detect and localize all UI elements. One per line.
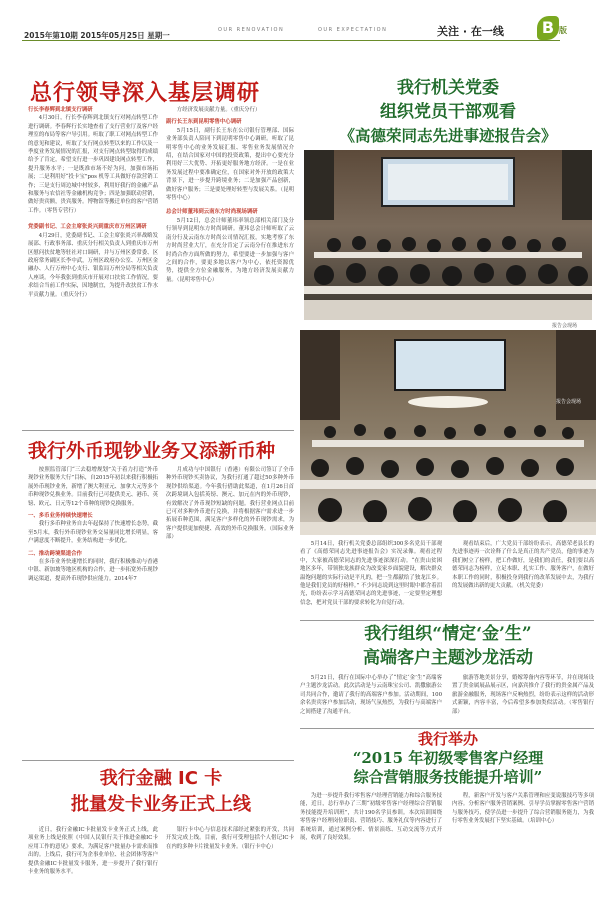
article1-subhead-2: 党委副书记、工会主席张炎兴到重庆市万州区调研: [28, 224, 147, 231]
divider-1: [22, 430, 294, 431]
article4-headline-line1: 我行组织“情定‘金’生”: [364, 624, 532, 644]
article4-headline-line2: 高端客户主题沙龙活动: [363, 648, 533, 668]
article4-paragraph-2: 旅游答地美景分享，婚嫁筹备内容等环节，并在现场设置了贵金属展品展示区，向嘉宾推介了我行的贵金属产品及旅游金融服务，现场客户反响热烈，纷纷表示这样的活动形式新颖，内容丰富，今后希望多参加类似活动。（零售银行部）: [452, 675, 594, 715]
article3-col1: [28, 466, 158, 756]
article1-subhead-4: 总会计师董玮到云南东方时尚现场调研: [166, 209, 258, 216]
article6-headline: [28, 766, 294, 818]
article6-paragraph-2: 银行卡中心与信息技术部经过紧张的开发，共同开发完成上线。目前，我行可受理包括个人借记IC卡在内的多种卡片批量发卡业务。（银行卡中心）: [166, 827, 294, 850]
article4-headline: [300, 622, 596, 670]
meeting-photo-1: [304, 150, 592, 320]
article2-headline-line2: 组织党员干部观看: [380, 102, 516, 122]
article3-subhead-2: 二、推动跨境渠道合作: [28, 550, 82, 557]
article6-paragraph-1: 近日，我行金融IC卡批量发卡业务正式上线，此项业务上线是依照《中国人民银行关于推进金融IC卡应用工作的意见》要求，为满足客户批量办卡需求而推出的。上线后，我行可为企事业单位、社会团体等客户提供金融IC卡批量发卡服务，进一步提升了我行银行卡业务的服务水平。: [28, 827, 158, 876]
article1-col1: [28, 106, 158, 424]
article1-paragraph-1: 4月30日，行长李春辉到北镇支行对网点转型工作进行调研。李春辉行长实地查看了支行营业厅及客户经理室的布局等客户导引用。听取了职工对网点转型工作的意见和建议，听取了支行网点转型以来的工作以及一季度业务发展情况的汇报，对支行网点转型取得的成绩给予了肯定，希望支行进一步巩固建设网点转型工作，提升服务水平；一是既准市场不好为问，加强市场拓展；二是利用好“投卡宝”pos 机等工具做好存款营销工作；三是支行周边城中村较多，利用好我行的金融产品和服务与农信社等金融机构竞争；四是加强联动营销，做好贵宾额，贵宾服务。博物馆等搬迁单位的客户营销工作。（零售专营行）: [28, 115, 158, 214]
article6-headline-line2: 批量发卡业务正式上线: [71, 794, 251, 815]
photo-2-caption: 报告会现场: [556, 399, 582, 405]
article1-paragraph-3: 5月15日，副行长王东在公司银行管理部、国际业务部负责人陪同下到昆明零售中心调研。听取了昆明零售中心的业务发展汇报、零售业务发展情况介绍，在结合国家对中国的投资政策，提出中心要充分利用好三大优势、开拓更好服务地方经济。一是在业务发展过程中要准确定位，在国家对外开放的政策大背景下，进一步提升跨境业务；二是加强产品创新，做好客户服务；三是要处理好转型与发展关系。（昆明零售中心）: [166, 127, 294, 202]
article5-headline-line3: 综合营销服务技能提升培训”: [353, 768, 543, 786]
article2-headline-line3: 《高德荣同志先进事迹报告会》: [339, 126, 557, 145]
article2-paragraph-1: 5月14日，我行机关党委总部组织300多名党员干部观看了《高德荣同志先进事迹报告会》实况录像。观看过程中，大家被高德荣同志的先进事迹深深打动。“在贵山贫困地区多年，带领独龙族群众为改变家乡面貌建设，解决群众温饱问题的实际行动是平凡的，把一生都献给了独龙江乡。他是我们党员的好榜样。” 不少同志说到这里时眼中都含着泪光，纷纷表示学习高德荣同志的先进事迹，一定要坚定理想信念，把对党员干部的要求转化为自觉行动。: [300, 541, 442, 606]
article5-paragraph-2: 程，新客户开发与客户关系管理和应变说服技巧等多项内容。分析客户服务营销案例、引导学员掌握零售客户营销与服务技巧，使学员进一步提升了综合营销服务能力，为我行零售业务发展打下坚实基础。（培训中心）: [452, 793, 594, 825]
article2-col1: [300, 540, 442, 616]
article3-subhead-1: 一、多币业务持续快速增长: [28, 513, 93, 520]
divider-4: [22, 760, 294, 761]
article5-headline: [300, 730, 596, 787]
article3-paragraph-3: 月成功与中国银行（香港）有限公司签订了全币种外币现钞买卖协议，为我行打通了超过50多种外币现钞供给渠道。今年我行借助此渠道，在1月26日首次跨境调入包括英镑、澳元、加元在内的外币现钞，有效解决了外币现钞短缺的问题。我行营业网点目前已可对多种外币进行兑换，并将根据客户需求进一步拓展币种范围，满足客户多样化的外币现钞需求，为客户提供更加便捷、高效的外币兑换服务。（国际业务部）: [166, 467, 294, 541]
article1-headline: 总行领导深入基层调研: [30, 81, 261, 106]
article1-paragraph-2: 4月29日，党委副书记、工会主席张炎兴率战略发展部、行政事务部、重庆分行相关负责人到重庆市万州区慰问扶贫地等驻社对口调研，并与万州区委常委、区政府常务副区长李中武，万州区政府办公室、万州区金融办、人行万州中心支行、银监局万州分局等相关负责人座谈。今年我张到重庆市开展对口扶贫工作情况，要求结合当前工作实际，因地制宜，为提升改扶贫工作水平贡献力量。（重庆分行）: [28, 232, 158, 298]
divider-2: [300, 620, 594, 621]
page-header: [0, 0, 606, 68]
article1-tail: 方经济发展贡献力量。（重庆分行）: [176, 107, 261, 113]
article2-headline-line1: 我行机关党委: [397, 78, 499, 98]
article3-headline: 我行外币现钞业务又添新币种: [28, 440, 276, 462]
header-rule: [22, 40, 560, 41]
photo-1-caption: 报告会现场: [552, 323, 578, 329]
article4-col1: [300, 674, 442, 726]
article1-subhead-1: 行长李春辉到北镇支行调研: [28, 107, 93, 113]
article4-paragraph-1: 5月21日，我行在国际中心举办了“情定‘金’生”高端客户主题沙龙活动。此次活动是与云南珠宝公司、凯撒旅游公司共同合作，邀请了我行的高端客户参加。活动期间，100余名贵宾客户参加活动，现场气氛热烈，为我行与高端客户之间搭建了沟通平台。: [300, 675, 442, 715]
article5-col1: [300, 792, 442, 894]
article3-paragraph-2: 在多币业务快速增长的同时，我行积极推动与香港中银、新加坡等地区机构的合作，进一步拓宽外币现钞调运渠道，提高外币现钞供应能力。2014年7: [28, 559, 158, 582]
section-title: 关注 · 在一线: [437, 25, 504, 38]
article1-col2: [166, 106, 294, 424]
article1-paragraph-4: 5月12日，总会计师董玮率领总部相关部门及分行领导到昆明东方时尚调研。董玮总会计师听取了云南分行及云南东方时尚公司情况汇报，实地考察了东方时尚营业大厅，在充分肯定了云南分行在推进东方时尚合作方面所做的努力，希望要进一步加强与客户之间的合作，要更多地以客户为中心，依托资源优势，提供全方位金融服务，为地方经济发展贡献力量。（昆明零售中心）: [166, 217, 294, 283]
article6-col2: [166, 826, 294, 894]
divider-3: [300, 728, 594, 729]
article3-paragraph-1: 我行多币种业务自去年起保持了快速增长态势，截至5月末，我行外币现钞业务交易量同比增长明显，客户满意度不断提升，业务结构进一步优化。: [28, 521, 158, 545]
slogan-right: OUR EXPECTATION: [318, 27, 388, 33]
article4-col2: [452, 674, 594, 726]
article5-col2: [452, 792, 594, 894]
article1-subhead-3: 副行长王东到昆明零售中心调研: [166, 119, 242, 126]
issue-date: 2015年第10期 2015年05月25日 星期一: [24, 31, 170, 40]
article2-col2: [452, 540, 594, 616]
page-ban-label: 版: [559, 25, 567, 35]
article5-paragraph-1: 为进一步提升我行零售客户经理营销能力和综合服务技能，近日，总行举办了三期“初级零售客户经理综合营销服务技能提升培训班”，共计190名学员参训。本次培训围绕零售客户经理岗位职责、营销技巧、服务礼仪等内容进行了系统培训，通过案例分析、情景演练、互动交流等方式开展，收到了良好效果。: [300, 793, 442, 842]
page-badge: B: [537, 16, 559, 40]
article5-headline-line2: “2015 年初级零售客户经理: [352, 749, 544, 767]
article6-headline-line1: 我行金融 IC 卡: [99, 768, 223, 789]
article5-headline-line1: 我行举办: [417, 730, 478, 748]
article3-intro: 按照监管部门“三去稳增规划”关于着力打造“外币现钞业务服务大行”目标，自2015年初以来我行积极拓展外币现钞业务，新增了澳大利亚元、加拿大元等多个币种现钞兑换业务。目前我行已可提供美元、港币、英镑、欧元、日元等12个币种的现钞兑换服务。: [28, 467, 158, 507]
article3-col2: [166, 466, 294, 756]
meeting-photo-2: [300, 330, 596, 535]
slogan-left: OUR RENOVATION: [218, 27, 285, 33]
article2-paragraph-2: 观看结束后，广大党员干部纷纷表示，高德荣老县长的先进事迹再一次诠释了什么是真正的共产党员，他的事迹为我们树立了榜样，把工作做好，是我们的责任，我们要以高德荣同志为榜样，立足本职、扎实工作、服务客户，在做好本职工作的同时，积极投身到我行的改革发展中去，为我行的发展做出新的更大贡献。（机关党委）: [452, 541, 594, 590]
article2-headline: [300, 76, 596, 148]
article6-col1: [28, 826, 158, 894]
